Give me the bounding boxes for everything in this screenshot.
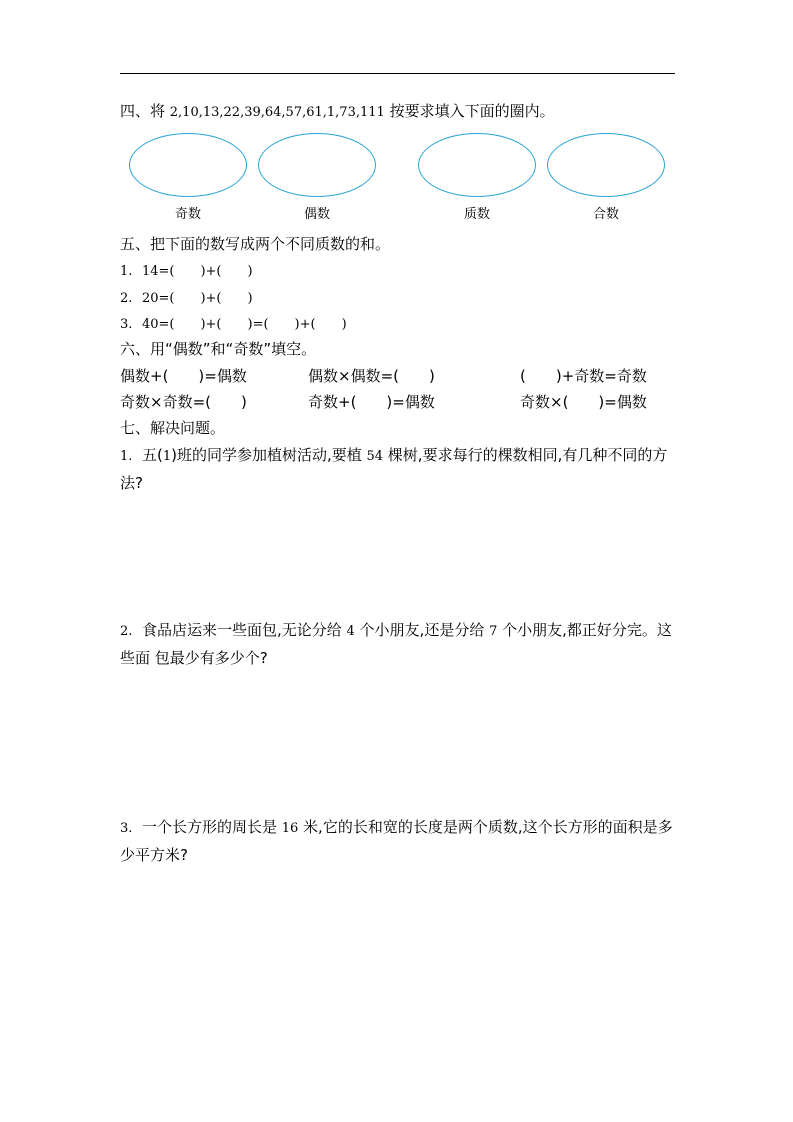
oval-composite-label: 合数 (592, 207, 619, 222)
oval-even-shape (258, 133, 376, 197)
section4-numbers: 2,10,13,22,39,64,57,61,1,73,111 (169, 105, 385, 120)
fill-cell: 奇数×奇数=( ) (120, 393, 247, 411)
question-1 (120, 442, 675, 496)
oval-prime-label: 质数 (463, 207, 490, 222)
section4-prefix: 四、将 (120, 102, 170, 120)
item-text: 40=( )+( )=( )+( ) (141, 317, 347, 332)
question-number: 1. (120, 449, 133, 464)
oval-even-label: 偶数 (303, 207, 330, 222)
question-2 (120, 617, 675, 671)
oval-odd (129, 133, 249, 222)
q2-text-b: 个小朋友,还是分给 (354, 621, 490, 639)
section4-title (120, 101, 555, 123)
section7-title: 七、解决问题。 (120, 419, 226, 437)
q2-text-c: 个小朋友,都正好分完。这些面 包最少有多少个? (120, 621, 672, 667)
section5-title: 五、把下面的数写成两个不同质数的和。 (120, 235, 391, 253)
fill-cell: 奇数×( )=偶数 (520, 393, 647, 411)
header-rule (120, 73, 675, 74)
item-number: 1. (120, 264, 133, 279)
q1-class: 1 (162, 449, 172, 464)
section5-item (120, 287, 253, 309)
q1-number: 54 (366, 449, 384, 464)
q2-text-a: 食品店运来一些面包,无论分给 (141, 621, 347, 639)
item-text: 14=( )+( ) (141, 264, 253, 279)
oval-even (258, 133, 378, 222)
oval-composite (547, 133, 667, 222)
oval-odd-label: 奇数 (174, 207, 201, 222)
fill-cell: 偶数+( )=偶数 (120, 367, 247, 385)
q1-text-a: 五( (141, 446, 163, 464)
q3-text-a: 一个长方形的周长是 (141, 818, 282, 836)
oval-odd-shape (129, 133, 247, 197)
fill-cell: 奇数+( )=偶数 (308, 393, 435, 411)
oval-prime-shape (418, 133, 536, 197)
item-text: 20=( )+( ) (141, 291, 253, 306)
section4-suffix: 按要求填入下面的圈内。 (384, 102, 555, 120)
item-number: 3. (120, 317, 133, 332)
fill-cell: ( )+奇数=奇数 (520, 367, 647, 385)
fill-cell: 偶数×偶数=( ) (308, 367, 435, 385)
item-number: 2. (120, 291, 133, 306)
oval-composite-shape (547, 133, 665, 197)
q3-number: 16 (281, 821, 299, 836)
question-number: 2. (120, 624, 133, 639)
q1-text-c: 棵树,要求每行的棵数相同,有几种不同的方法? (120, 446, 668, 492)
question-3 (120, 814, 675, 868)
q1-text-b: )班的同学参加植树活动,要植 (171, 446, 367, 464)
oval-prime (418, 133, 538, 222)
q2-number-2: 7 (489, 624, 498, 639)
section5-item (120, 313, 347, 335)
question-number: 3. (120, 821, 133, 836)
q2-number-1: 4 (346, 624, 355, 639)
section6-title: 六、用“偶数”和“奇数”填空。 (120, 340, 317, 358)
q3-text-b: 米,它的长和宽的长度是两个质数,这个长方形的面积是多少平方米? (120, 818, 673, 864)
section5-item (120, 260, 253, 282)
